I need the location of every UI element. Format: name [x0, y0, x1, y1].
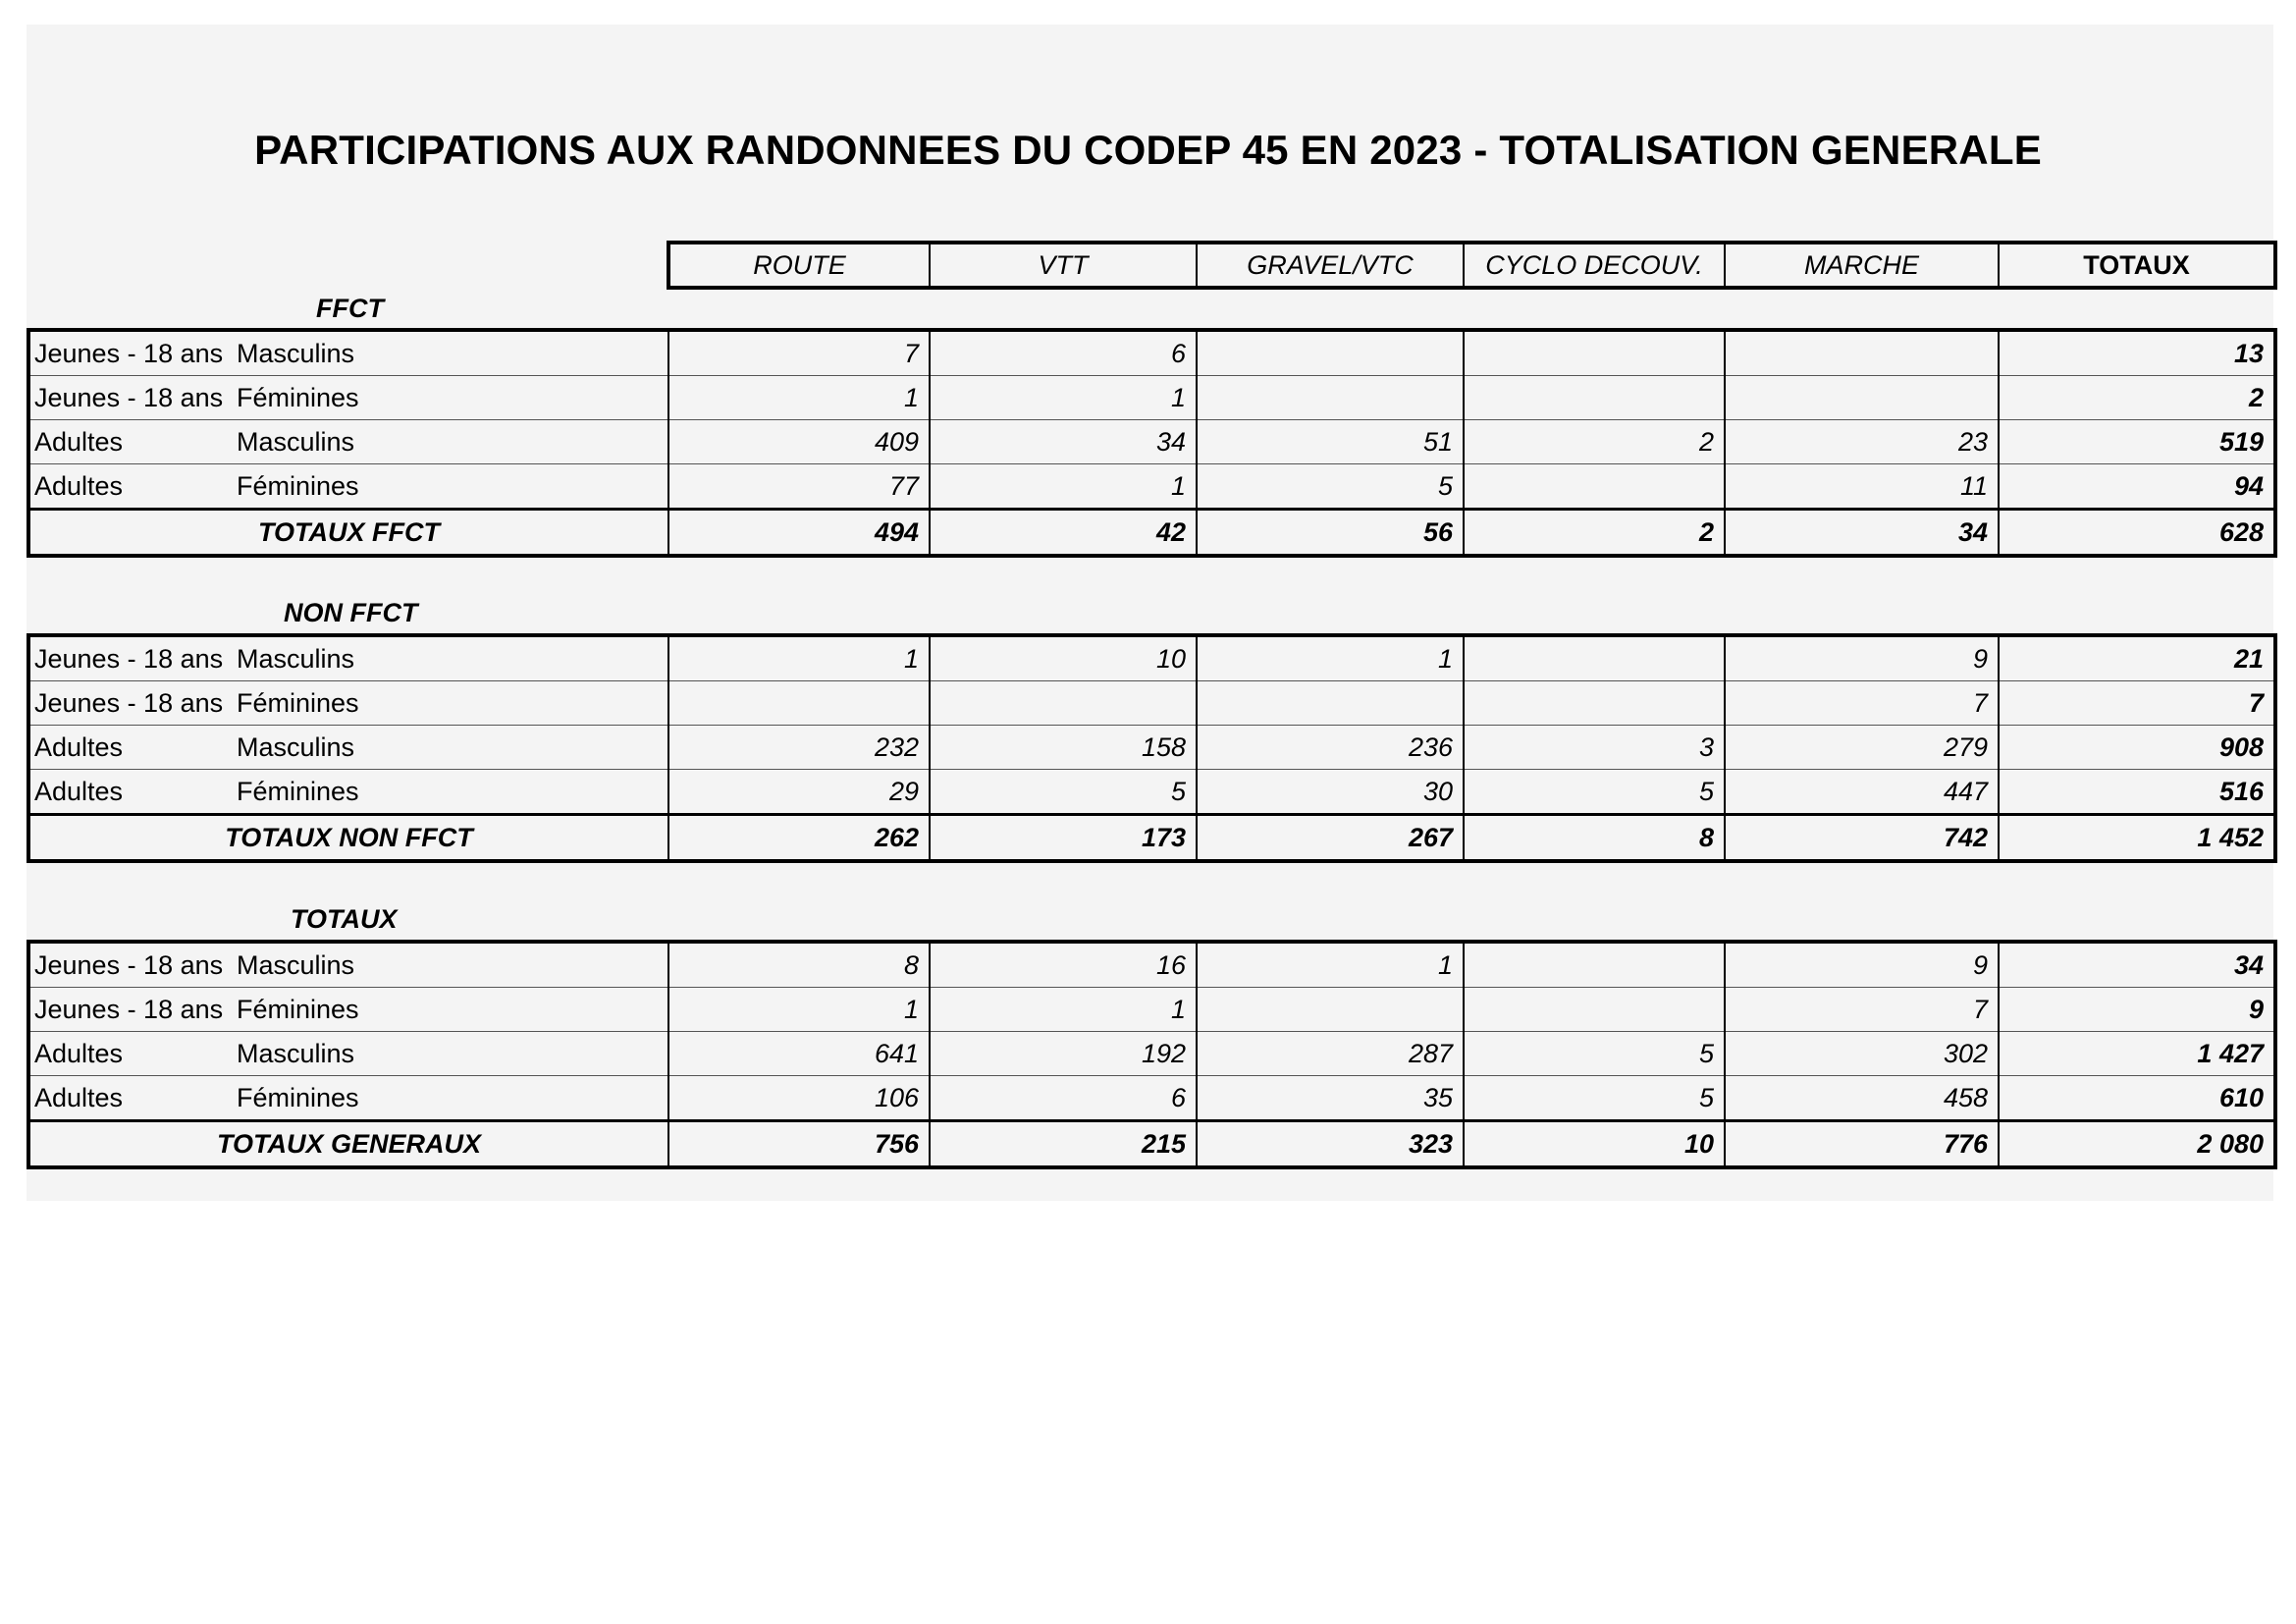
table-cell: 236: [1197, 726, 1464, 770]
section-table: [27, 940, 2277, 1169]
total-cell: 1 452: [1999, 815, 2275, 862]
table-cell: 10: [930, 635, 1197, 681]
row-label: [28, 420, 668, 464]
table-cell: 6: [930, 1076, 1197, 1121]
column-header-totaux: TOTAUX: [1999, 243, 2275, 288]
table-cell: 1: [1197, 635, 1464, 681]
row-age-label: Jeunes - 18 ans: [34, 949, 224, 980]
table-cell: [1725, 330, 1999, 376]
row-label: [28, 770, 668, 815]
table-cell: 11: [1725, 464, 1999, 510]
table-cell: [1197, 376, 1464, 420]
table-cell: 3: [1464, 726, 1725, 770]
total-cell: 494: [668, 510, 930, 557]
row-total-cell: 610: [1999, 1076, 2275, 1121]
table-cell: 106: [668, 1076, 930, 1121]
table-row: [28, 1032, 2275, 1076]
total-cell: 8: [1464, 815, 1725, 862]
row-total-cell: 516: [1999, 770, 2275, 815]
row-total-cell: 7: [1999, 681, 2275, 726]
row-sex-label: Masculins: [237, 949, 355, 980]
total-cell: 42: [930, 510, 1197, 557]
total-cell: 267: [1197, 815, 1464, 862]
total-cell: 776: [1725, 1121, 1999, 1168]
table-cell: [1725, 376, 1999, 420]
total-cell: 628: [1999, 510, 2275, 557]
table-cell: 6: [930, 330, 1197, 376]
table-row: [28, 726, 2275, 770]
row-total-cell: 21: [1999, 635, 2275, 681]
total-cell: 215: [930, 1121, 1197, 1168]
total-row-label: TOTAUX FFCT: [28, 510, 668, 557]
section-table: [27, 633, 2277, 863]
table-cell: 232: [668, 726, 930, 770]
column-header-vtt: VTT: [930, 243, 1197, 288]
row-age-label: Jeunes - 18 ans: [34, 382, 224, 412]
table-cell: 34: [930, 420, 1197, 464]
table-row: [28, 464, 2275, 510]
column-header-route: ROUTE: [668, 243, 930, 288]
total-row: [28, 510, 2275, 557]
table-cell: 1: [930, 464, 1197, 510]
row-age-label: Adultes: [34, 731, 124, 762]
column-header-table: [667, 241, 2277, 290]
table-cell: [1464, 464, 1725, 510]
table-cell: 8: [668, 942, 930, 988]
row-total-cell: 9: [1999, 988, 2275, 1032]
row-sex-label: Féminines: [237, 382, 359, 412]
table-cell: 1: [668, 376, 930, 420]
table-cell: 279: [1725, 726, 1999, 770]
total-cell: 173: [930, 815, 1197, 862]
table-cell: 287: [1197, 1032, 1464, 1076]
table-cell: 158: [930, 726, 1197, 770]
table-cell: 9: [1725, 635, 1999, 681]
table-cell: [930, 681, 1197, 726]
total-cell: 56: [1197, 510, 1464, 557]
row-sex-label: Masculins: [237, 731, 355, 762]
row-label: [28, 635, 668, 681]
total-cell: 34: [1725, 510, 1999, 557]
table-cell: 1: [1197, 942, 1464, 988]
table-cell: 9: [1725, 942, 1999, 988]
table-cell: 1: [668, 988, 930, 1032]
row-sex-label: Masculins: [237, 643, 355, 674]
total-cell: 323: [1197, 1121, 1464, 1168]
row-total-cell: 34: [1999, 942, 2275, 988]
total-row-label: TOTAUX GENERAUX: [28, 1121, 668, 1168]
row-total-cell: 908: [1999, 726, 2275, 770]
table-cell: 5: [1464, 1032, 1725, 1076]
table-cell: [1464, 988, 1725, 1032]
total-cell: 262: [668, 815, 930, 862]
table-cell: 1: [930, 376, 1197, 420]
page-title: PARTICIPATIONS AUX RANDONNEES DU CODEP 45 EN 2023 - TOTALISATION GENERALE: [254, 127, 2042, 173]
row-label: [28, 376, 668, 420]
column-header-marche: MARCHE: [1725, 243, 1999, 288]
table-cell: [1464, 681, 1725, 726]
row-label: [28, 464, 668, 510]
row-label: [28, 1076, 668, 1121]
table-cell: 7: [1725, 988, 1999, 1032]
row-age-label: Jeunes - 18 ans: [34, 687, 224, 718]
row-sex-label: Féminines: [237, 687, 359, 718]
row-age-label: Jeunes - 18 ans: [34, 338, 224, 368]
table-cell: 447: [1725, 770, 1999, 815]
total-cell: 2: [1464, 510, 1725, 557]
table-cell: [668, 681, 930, 726]
row-sex-label: Masculins: [237, 338, 355, 368]
total-cell: 10: [1464, 1121, 1725, 1168]
table-cell: 5: [1197, 464, 1464, 510]
section-label: FFCT: [316, 294, 384, 323]
table-cell: 7: [1725, 681, 1999, 726]
table-cell: 192: [930, 1032, 1197, 1076]
section-table: [27, 328, 2277, 558]
total-row: [28, 1121, 2275, 1168]
table-row: [28, 635, 2275, 681]
table-cell: 5: [1464, 770, 1725, 815]
total-cell: 742: [1725, 815, 1999, 862]
table-cell: 1: [930, 988, 1197, 1032]
row-sex-label: Masculins: [237, 1038, 355, 1068]
total-row-label: TOTAUX NON FFCT: [28, 815, 668, 862]
row-age-label: Adultes: [34, 1038, 124, 1068]
row-label: [28, 988, 668, 1032]
table-row: [28, 420, 2275, 464]
row-label: [28, 1032, 668, 1076]
table-row: [28, 681, 2275, 726]
row-total-cell: 94: [1999, 464, 2275, 510]
table-cell: 7: [668, 330, 930, 376]
row-sex-label: Féminines: [237, 994, 359, 1024]
table-cell: 16: [930, 942, 1197, 988]
table-cell: 51: [1197, 420, 1464, 464]
row-age-label: Adultes: [34, 470, 124, 501]
table-cell: 30: [1197, 770, 1464, 815]
table-row: [28, 942, 2275, 988]
table-cell: 302: [1725, 1032, 1999, 1076]
table-cell: [1464, 942, 1725, 988]
row-age-label: Jeunes - 18 ans: [34, 643, 224, 674]
table-row: [28, 376, 2275, 420]
table-row: [28, 330, 2275, 376]
total-cell: 2 080: [1999, 1121, 2275, 1168]
row-age-label: Adultes: [34, 776, 124, 806]
table-row: [28, 770, 2275, 815]
table-cell: 77: [668, 464, 930, 510]
table-cell: [1464, 376, 1725, 420]
row-total-cell: 1 427: [1999, 1032, 2275, 1076]
table-cell: [1464, 635, 1725, 681]
section-label: TOTAUX: [291, 904, 398, 934]
table-row: [28, 988, 2275, 1032]
row-total-cell: 519: [1999, 420, 2275, 464]
row-age-label: Adultes: [34, 426, 124, 457]
row-age-label: Adultes: [34, 1082, 124, 1112]
table-cell: 1: [668, 635, 930, 681]
row-label: [28, 330, 668, 376]
table-row: [28, 1076, 2275, 1121]
row-label: [28, 942, 668, 988]
row-total-cell: 2: [1999, 376, 2275, 420]
table-cell: 409: [668, 420, 930, 464]
table-cell: 458: [1725, 1076, 1999, 1121]
table-cell: [1197, 681, 1464, 726]
table-cell: [1197, 330, 1464, 376]
table-cell: [1464, 330, 1725, 376]
table-cell: 35: [1197, 1076, 1464, 1121]
row-age-label: Jeunes - 18 ans: [34, 994, 224, 1024]
column-header-cyclo: CYCLO DECOUV.: [1464, 243, 1725, 288]
table-cell: 5: [930, 770, 1197, 815]
section-label: NON FFCT: [284, 598, 418, 627]
table-cell: 2: [1464, 420, 1725, 464]
table-cell: 5: [1464, 1076, 1725, 1121]
table-cell: [1197, 988, 1464, 1032]
total-row: [28, 815, 2275, 862]
row-total-cell: 13: [1999, 330, 2275, 376]
table-cell: 23: [1725, 420, 1999, 464]
row-sex-label: Masculins: [237, 426, 355, 457]
row-label: [28, 726, 668, 770]
row-sex-label: Féminines: [237, 1082, 359, 1112]
row-label: [28, 681, 668, 726]
column-header-gravel: GRAVEL/VTC: [1197, 243, 1464, 288]
row-sex-label: Féminines: [237, 470, 359, 501]
table-cell: 29: [668, 770, 930, 815]
total-cell: 756: [668, 1121, 930, 1168]
table-cell: 641: [668, 1032, 930, 1076]
row-sex-label: Féminines: [237, 776, 359, 806]
